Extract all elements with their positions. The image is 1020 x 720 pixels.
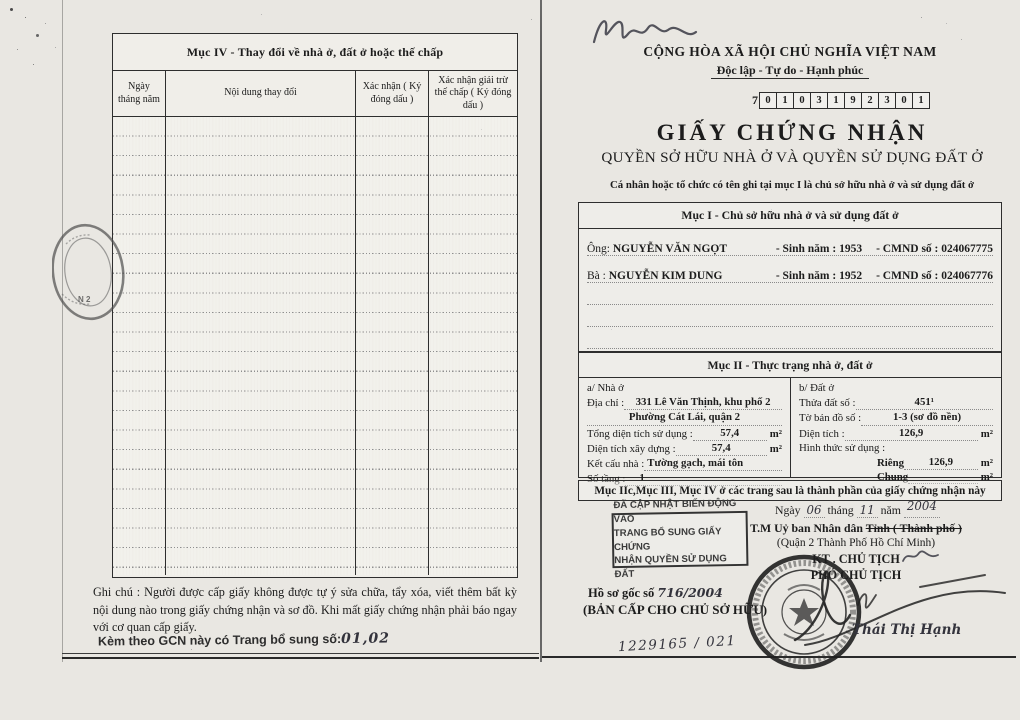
land-area-value: 126,9 bbox=[845, 426, 978, 441]
left-page-edge bbox=[62, 0, 63, 662]
date-year: 2004 bbox=[906, 499, 937, 513]
map-value: 1-3 (sơ đồ nền) bbox=[861, 410, 993, 425]
section-muc1 bbox=[578, 202, 1002, 352]
serial-digit: 1 bbox=[912, 92, 930, 109]
shared-area-unit: m² bbox=[980, 471, 993, 484]
use-form-label: Hình thức sử dụng : bbox=[799, 441, 886, 454]
serial-digit: 0 bbox=[895, 92, 913, 109]
bottom-handwritten-number: 1229165 / 021 bbox=[617, 632, 737, 656]
authority-prefix: T.M Uỷ ban Nhân dân bbox=[750, 521, 863, 535]
muc1-title: Mục I - Chủ sở hữu nhà ở và sử dụng đất ở bbox=[579, 203, 1001, 229]
serial-digit: 3 bbox=[878, 92, 896, 109]
muc2-title: Mục II - Thực trạng nhà ở, đất ở bbox=[579, 353, 1001, 378]
structure-value: Tường gạch, mái tôn bbox=[644, 456, 782, 471]
left-page-bottom-edge-2 bbox=[62, 657, 539, 659]
owner-name: NGUYỄN KIM DUNG bbox=[608, 270, 723, 282]
date-day: 06 bbox=[804, 503, 825, 518]
update-stamp-line2: TRANG BỔ SUNG GIẤY CHỨNG bbox=[613, 525, 722, 553]
built-area-unit: m² bbox=[769, 442, 782, 455]
certificate-title: GIẤY CHỨNG NHẬN bbox=[656, 120, 928, 145]
muc2-land-column bbox=[790, 378, 1001, 484]
serial-number bbox=[752, 92, 930, 109]
muc4-col-content: Nội dung thay đổi bbox=[166, 71, 356, 116]
dossier-number-line bbox=[588, 585, 723, 601]
national-motto-text: Độc lập - Tự do - Hạnh phúc bbox=[711, 63, 870, 79]
private-area-unit: m² bbox=[980, 457, 993, 470]
section-muc2 bbox=[578, 352, 1002, 486]
dossier-handwritten-value: 716/2004 bbox=[657, 585, 723, 600]
owner-birth: - Sinh năm : 1952 bbox=[775, 270, 863, 282]
total-area-label: Tổng diện tích sử dụng : bbox=[587, 427, 693, 440]
land-heading: b/ Đất ở bbox=[799, 382, 835, 394]
update-stamp-line3: NHẬN QUYỀN SỬ DỤNG ĐẤT bbox=[614, 553, 727, 581]
parcel-label: Thửa đất số : bbox=[799, 397, 856, 410]
land-area-unit: m² bbox=[980, 427, 993, 440]
national-motto bbox=[595, 63, 985, 78]
attachment-stamp-line bbox=[98, 630, 390, 649]
muc4-table-header-row bbox=[113, 71, 517, 117]
serial-digit: 0 bbox=[793, 92, 811, 109]
deputy-title: PHÓ CHỦ TỊCH bbox=[810, 568, 902, 582]
structure-label: Kết cấu nhà : bbox=[587, 458, 645, 471]
authority-locality: (Quận 2 Thành Phố Hồ Chí Minh) bbox=[776, 537, 936, 549]
empty-dotted-line bbox=[587, 327, 993, 349]
certificate-subtitle: QUYỀN SỞ HỮU NHÀ Ở VÀ QUYỀN SỬ DỤNG ĐẤT Ở bbox=[601, 149, 983, 166]
certificate-intro: Cá nhân hoặc tổ chức có tên ghi tại mục I là chủ sở hữu nhà ở và sử dụng đất ở bbox=[609, 179, 975, 191]
serial-digit: 0 bbox=[759, 92, 777, 109]
attachment-handwritten-value: 01,02 bbox=[341, 630, 391, 647]
left-page-bottom-edge bbox=[62, 653, 539, 654]
house-heading: a/ Nhà ở bbox=[587, 382, 624, 394]
owner-prefix: Bà : bbox=[587, 270, 606, 282]
left-page-note: Ghi chú : Người được cấp giấy không được tự ý sửa chữa, tẩy xóa, viết thêm bất kỳ nội dung nào trong giấy chứng nhận và sơ đồ. Khi mất giấy chứng nhận phải báo ngay với cơ quan cấp giấy. bbox=[93, 585, 517, 635]
page-fold-line bbox=[540, 0, 542, 662]
owner-birth: - Sinh năm : 1953 bbox=[775, 243, 863, 255]
private-area-value: 126,9 bbox=[904, 455, 978, 470]
date-label-3: năm bbox=[880, 503, 901, 517]
total-area-value: 57,4 bbox=[693, 426, 767, 441]
muc4-body-col1 bbox=[113, 117, 166, 575]
owner-id: - CMND số : 024067775 bbox=[876, 243, 993, 255]
dossier-label: Hồ sơ gốc số bbox=[588, 586, 655, 600]
date-month: 11 bbox=[857, 503, 878, 518]
address-value-1: 331 Lê Văn Thịnh, khu phố 2 bbox=[624, 395, 782, 410]
owner-name: NGUYỄN VĂN NGỌT bbox=[612, 243, 728, 255]
issue-date-line bbox=[775, 499, 1005, 518]
serial-digit: 1 bbox=[827, 92, 845, 109]
muc4-body-col3 bbox=[356, 117, 429, 575]
muc4-col-release: Xác nhận giải trừ thế chấp ( Ký đóng dấu ) bbox=[434, 74, 512, 111]
left-edge-round-stamp bbox=[52, 216, 138, 328]
map-label: Tờ bản đồ số : bbox=[799, 412, 862, 425]
scan-speckles bbox=[10, 8, 13, 11]
built-area-label: Diện tích xây dựng : bbox=[587, 442, 676, 455]
update-stamp-box bbox=[612, 497, 749, 581]
muc4-col-date: Ngày tháng năm bbox=[113, 71, 166, 116]
serial-digit: 2 bbox=[861, 92, 879, 109]
shared-label: Chung bbox=[877, 471, 909, 484]
acting-title: KT . CHỦ TỊCH bbox=[812, 552, 900, 566]
muc4-table-title: Mục IV - Thay đổi về nhà ở, đất ở hoặc thế chấp bbox=[113, 34, 517, 71]
signer-name: Thái Thị Hạnh bbox=[852, 622, 962, 638]
date-label-1: Ngày bbox=[775, 503, 801, 517]
owner-row bbox=[587, 235, 993, 256]
owner-prefix: Ông: bbox=[587, 243, 610, 255]
parcel-value: 451¹ bbox=[856, 395, 993, 410]
owner-row bbox=[587, 262, 993, 283]
serial-digit: 9 bbox=[844, 92, 862, 109]
muc4-body-col2 bbox=[166, 117, 356, 575]
national-header: CỘNG HÒA XÃ HỘI CHỦ NGHĨA VIỆT NAM bbox=[643, 44, 937, 59]
edge-stamp-text: N 2 bbox=[78, 295, 91, 304]
empty-dotted-line bbox=[587, 283, 993, 305]
total-area-unit: m² bbox=[769, 427, 782, 440]
empty-dotted-line bbox=[587, 305, 993, 327]
owner-copy-note: (BẢN CẤP CHO CHỦ SỞ HỮU) bbox=[583, 602, 768, 617]
serial-digit: 3 bbox=[810, 92, 828, 109]
address-label: Địa chỉ : bbox=[587, 397, 625, 410]
muc4-table bbox=[112, 33, 518, 578]
muc4-col-confirm: Xác nhận ( Ký đóng dấu ) bbox=[356, 71, 429, 116]
date-label-2: tháng bbox=[827, 503, 854, 517]
serial-digit: 1 bbox=[776, 92, 794, 109]
built-area-value: 57,4 bbox=[676, 441, 767, 456]
signature bbox=[770, 545, 1015, 655]
section-reference-note: Mục IIc,Mục III, Mục IV ở các trang sau là thành phần của giấy chứng nhận này bbox=[578, 480, 1002, 501]
authority-struck-text: Tỉnh ( Thành phố ) bbox=[865, 521, 962, 535]
update-stamp-line1: ĐÃ CẬP NHẬT BIẾN ĐỘNG VÀO bbox=[613, 497, 737, 525]
address-value-2: Phường Cát Lái, quận 2 bbox=[587, 410, 782, 425]
muc4-table-body bbox=[113, 117, 517, 575]
muc4-body-col4 bbox=[429, 117, 517, 575]
serial-prefix: 7 bbox=[752, 93, 758, 107]
muc2-house-column bbox=[579, 378, 790, 486]
floors-value: 1 bbox=[625, 471, 782, 486]
private-label: Riêng bbox=[877, 457, 904, 470]
land-area-label: Diện tích : bbox=[799, 427, 845, 440]
owner-id: - CMND số : 024067776 bbox=[876, 270, 993, 282]
attachment-label: Kèm theo GCN này có Trang bổ sung số: bbox=[97, 631, 342, 649]
floors-label: Số tầng : bbox=[587, 473, 626, 486]
